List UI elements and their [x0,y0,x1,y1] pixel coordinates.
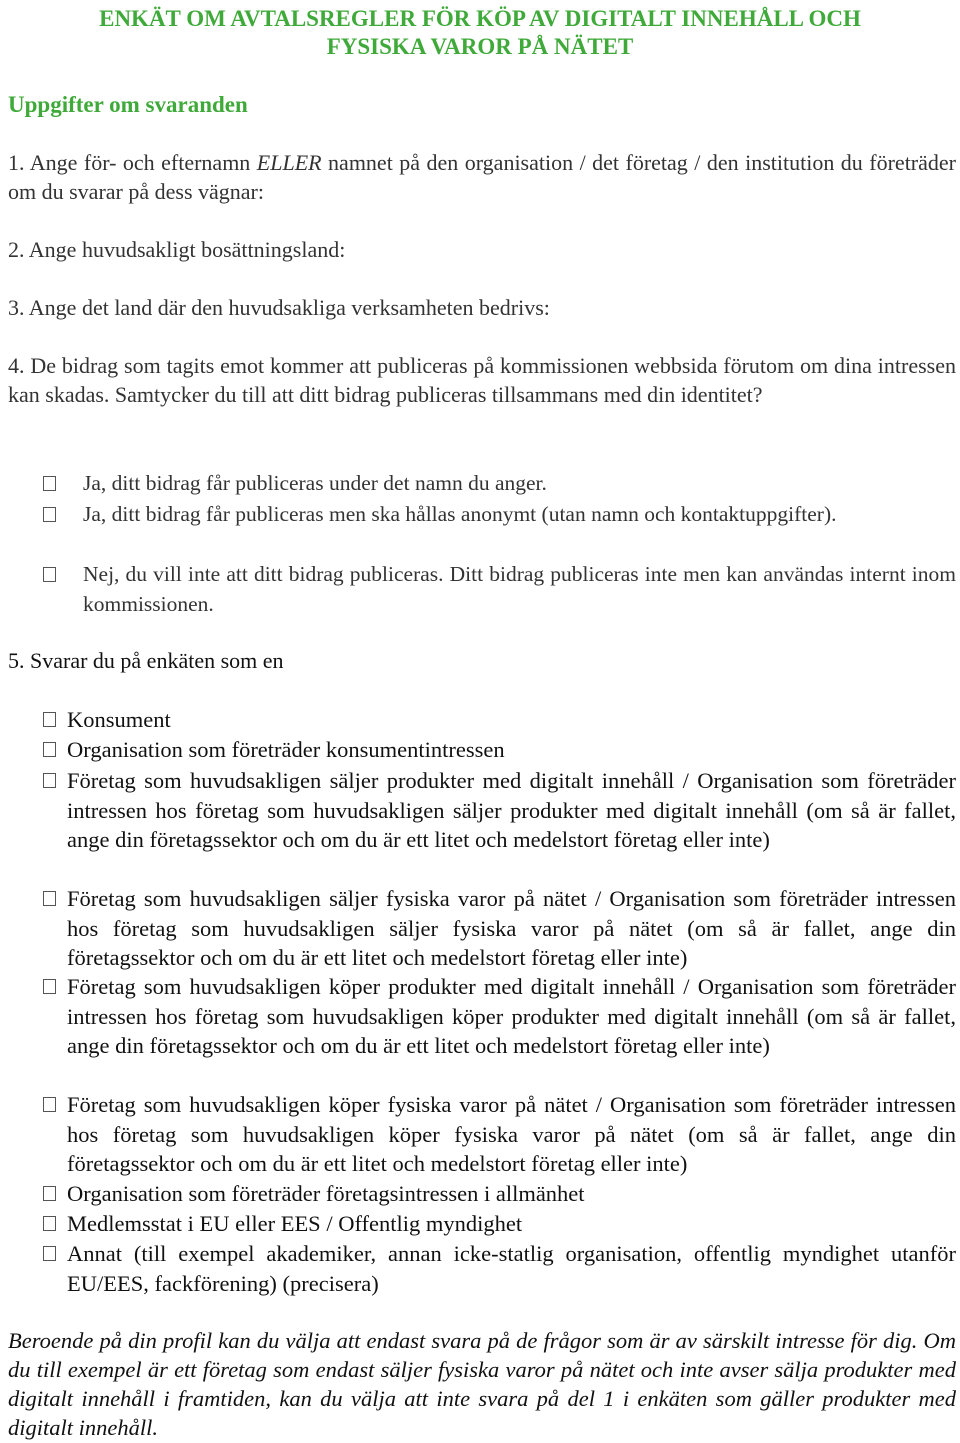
q4-option-1-label: Ja, ditt bidrag får publiceras under det namn du anger. [83,471,547,495]
q4-option-2-label: Ja, ditt bidrag får publiceras men ska hållas anonymt (utan namn och kontaktuppgifter). [83,502,837,526]
profile-note: Beroende på din profil kan du välja att endast svara på de frågor som är av särskilt intresse för dig. Om du till exempel är ett företag som endast säljer fysiska varor på nätet och inte avser sälja produkter med digitalt innehåll i framtiden, kan du välja att inte svara på del 1 i enkäten som gäller produkter med digitalt innehåll. [8,1328,956,1440]
q5-option-8-label: Medlemsstat i EU eller EES / Offentlig myndighet [67,1211,523,1236]
question-4: 4. De bidrag som tagits emot kommer att publiceras på kommissionen webbsida förutom om dina intressen kan skadas. Samtycker du till att ditt bidrag publiceras tillsammans med din identitet? [8,353,956,407]
q5-option-2[interactable] [43,735,956,765]
question-1 [8,148,956,206]
q4-option-3[interactable] [43,560,956,619]
q5-option-3-label: Företag som huvudsakligen säljer produkter med digitalt innehåll / Organisation som företräder intressen hos företag som huvudsakligen säljer produkter med digitalt innehåll (om så är fallet, ange din företagssektor och om du är ett litet och medelstort företag eller inte) [67,768,956,853]
q4-option-3-label: Nej, du vill inte att ditt bidrag publiceras. Ditt bidrag publiceras inte men kan användas internt inom kommissionen. [83,562,956,616]
question-1-prefix: 1. Ange för- och efternamn [8,150,257,175]
question-5: 5. Svarar du på enkäten som en [8,648,284,673]
question-1-emphasis: ELLER [256,150,322,175]
q5-option-1-label: Konsument [67,707,171,732]
checkbox[interactable] [43,773,56,788]
question-3: 3. Ange det land där den huvudsakliga verksamheten bedrivs: [8,295,550,320]
checkbox[interactable] [43,712,56,727]
checkbox[interactable] [43,1097,56,1112]
checkbox[interactable] [43,979,56,994]
q5-option-5-label: Företag som huvudsakligen köper produkter med digitalt innehåll / Organisation som företräder intressen hos företag som huvudsakligen köper produkter med digitalt innehåll (om så är fallet, ange din företagssektor och om du är ett litet och medelstort företag eller inte) [67,974,956,1059]
question-1-suffix: namnet på den organisation / det företag / den institution du företräder om du svarar på dess vägnar: [8,150,956,204]
q5-option-4-label: Företag som huvudsakligen säljer fysiska varor på nätet / Organisation som företräder intressen hos företag som huvudsakligen säljer fysiska varor på nätet (om så är fallet, ange din företagssektor och om du är ett litet och medelstort företag eller inte) [67,886,956,971]
checkbox[interactable] [43,507,56,522]
q5-option-7[interactable] [43,1179,956,1209]
section-heading: Uppgifter om svaranden [8,92,248,117]
q4-option-2[interactable] [43,500,956,530]
q5-option-6[interactable] [43,1090,956,1179]
q5-option-1[interactable] [43,705,956,735]
q5-option-2-label: Organisation som företräder konsumentintressen [67,737,505,762]
question-2: 2. Ange huvudsakligt bosättningsland: [8,237,346,262]
q5-option-9-label: Annat (till exempel akademiker, annan icke-statlig organisation, offentlig myndighet utanför EU/EES, fackförening) (precisera) [67,1241,956,1296]
q5-option-9[interactable] [43,1239,956,1298]
checkbox[interactable] [43,1246,56,1261]
q5-option-7-label: Organisation som företräder företagsintressen i allmänhet [67,1181,585,1206]
checkbox[interactable] [43,1216,56,1231]
checkbox[interactable] [43,1186,56,1201]
checkbox[interactable] [43,567,56,582]
q5-option-4[interactable] [43,884,956,973]
title-line-1: ENKÄT OM AVTALSREGLER FÖR KÖP AV DIGITALT INNEHÅLL OCH [99,6,861,31]
q5-option-6-label: Företag som huvudsakligen köper fysiska varor på nätet / Organisation som företräder intressen hos företag som huvudsakligen köper fysiska varor på nätet (om så är fallet, ange din företagssektor och om du är ett litet och medelstort företag eller inte) [67,1092,956,1177]
q5-option-8[interactable] [43,1209,956,1239]
q4-option-1[interactable] [43,469,956,499]
checkbox[interactable] [43,476,56,491]
q5-option-3[interactable] [43,766,956,855]
q5-option-5[interactable] [43,972,956,1061]
document-title [0,5,960,61]
checkbox[interactable] [43,891,56,906]
checkbox[interactable] [43,742,56,757]
title-line-2: FYSISKA VAROR PÅ NÄTET [326,34,634,59]
